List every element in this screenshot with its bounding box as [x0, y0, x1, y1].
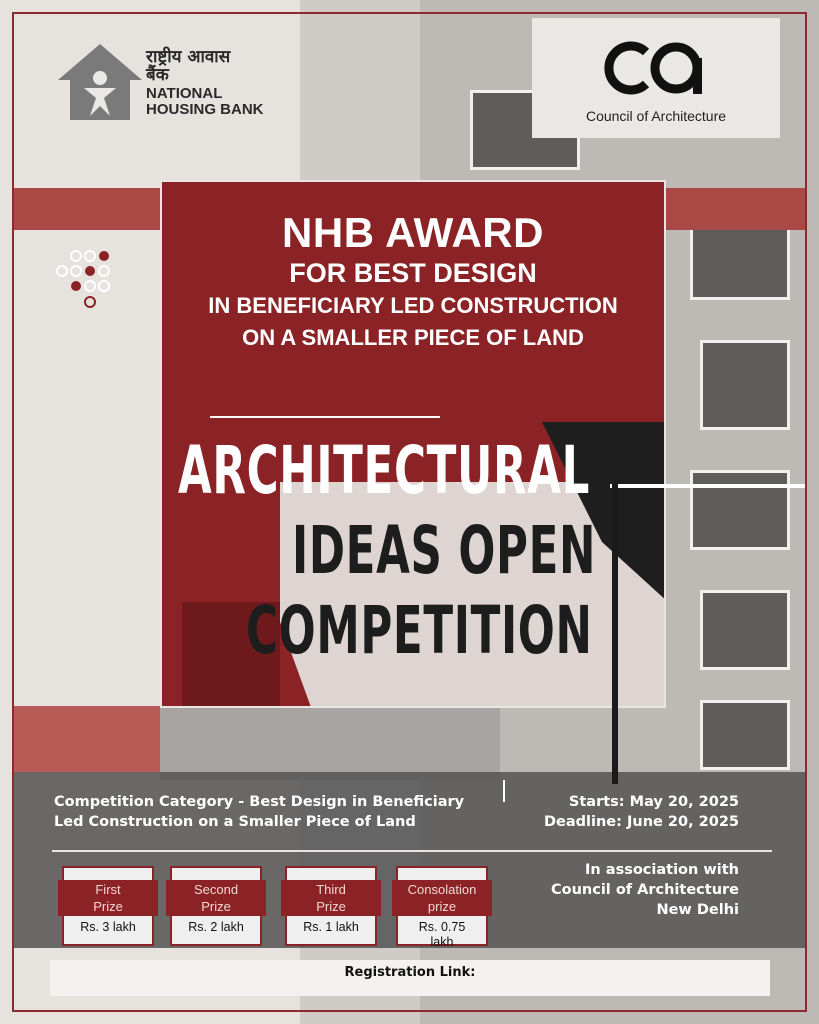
prize-label — [281, 880, 381, 916]
award-subtitle: FOR BEST DESIGN — [289, 258, 537, 288]
nhb-logo — [58, 42, 288, 122]
coa-name: Council of Architecture — [585, 108, 727, 124]
nhb-name-line2: HOUSING BANK — [146, 101, 264, 118]
coa-logo-icon — [598, 38, 716, 98]
prize-label-line1: First — [95, 882, 121, 897]
prize-label — [166, 880, 266, 916]
nhb-name-line1: NATIONAL — [146, 85, 223, 102]
association-block — [551, 860, 739, 920]
category-line1: Competition Category - Best Design in Beneficiary — [54, 794, 465, 810]
award-line4: ON A SMALLER PIECE OF LAND — [242, 325, 584, 350]
white-rule-top — [210, 416, 440, 418]
assoc-line2: Council of Architecture — [550, 882, 739, 898]
prize-label — [58, 880, 158, 916]
prize-label-line2: prize — [427, 899, 457, 914]
left-lower-band — [14, 706, 160, 772]
prize-card-second — [170, 866, 262, 946]
left-accent-band — [14, 188, 160, 230]
house-person-icon — [58, 42, 142, 122]
prize-label-line1: Third — [316, 882, 346, 897]
assoc-line3: New Delhi — [656, 902, 739, 918]
award-line3: IN BENEFICIARY LED CONSTRUCTION — [208, 293, 618, 318]
headline-line3: COMPETITION — [246, 592, 593, 669]
black-rule — [612, 484, 618, 784]
right-accent-band — [666, 188, 807, 230]
start-date: Starts: May 20, 2025 — [568, 794, 739, 810]
prize-amount: Rs. 2 lakh — [188, 920, 244, 934]
prize-label-line2: Prize — [201, 899, 231, 914]
white-rule-right — [610, 484, 807, 488]
prize-amount: Rs. 3 lakh — [80, 920, 136, 934]
headline-line1: ARCHITECTURAL — [178, 432, 591, 509]
prize-label-line2: Prize — [316, 899, 346, 914]
prize-card-consolation — [396, 866, 488, 949]
prize-amount: Rs. 0.75 lakh — [418, 920, 466, 949]
prize-card-first — [62, 866, 154, 946]
deadline-date: Deadline: June 20, 2025 — [544, 814, 739, 830]
competition-category — [54, 792, 494, 832]
horizontal-divider — [52, 850, 772, 852]
prize-label — [392, 880, 492, 916]
registration-link[interactable]: Registration Link: — [50, 960, 770, 996]
dots-pattern-icon — [54, 250, 114, 312]
award-title: NHB AWARD — [282, 209, 544, 256]
vertical-divider — [503, 780, 505, 802]
prize-label-line1: Consolation — [407, 882, 477, 897]
nhb-hindi-name: राष्ट्रीय आवास बैंक — [146, 47, 231, 85]
prize-amount: Rs. 1 lakh — [303, 920, 359, 934]
category-line2: Led Construction on a Smaller Piece of Land — [54, 814, 416, 830]
assoc-line1: In association with — [585, 862, 739, 878]
prize-label-line1: Second — [193, 882, 239, 897]
prize-label-line2: Prize — [93, 899, 123, 914]
dates-block — [544, 792, 739, 832]
coa-logo-box — [532, 18, 780, 138]
headline-line2: IDEAS OPEN — [292, 512, 597, 589]
prize-card-third — [285, 866, 377, 946]
